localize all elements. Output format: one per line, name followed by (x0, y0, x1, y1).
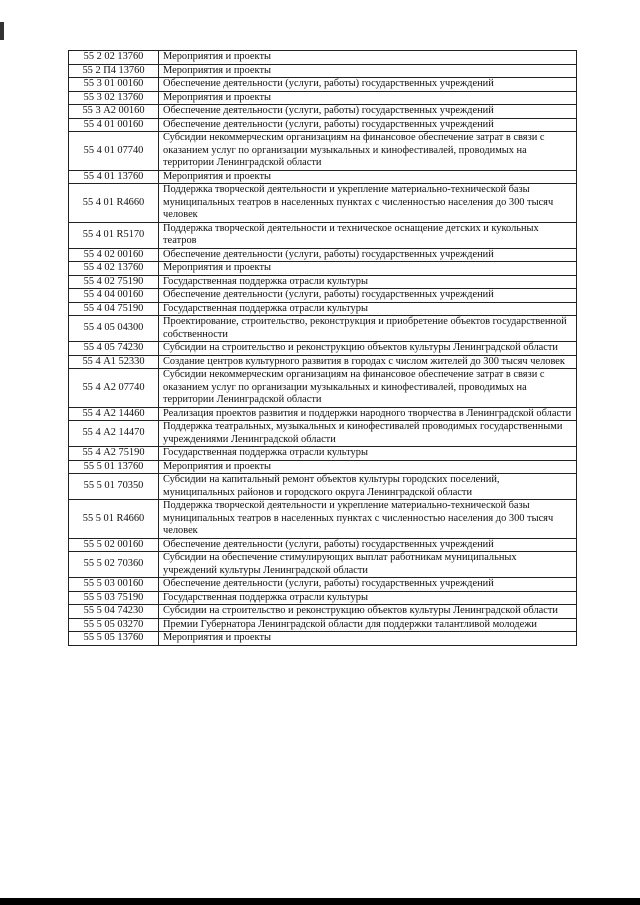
row-code: 55 4 А2 14460 (69, 407, 159, 421)
row-code: 55 4 02 00160 (69, 248, 159, 262)
table-row (69, 421, 577, 447)
table-row (69, 170, 577, 184)
table-body (69, 51, 577, 646)
row-name: Обеспечение деятельности (услуги, работы) государственных учреждений (159, 538, 577, 552)
row-code: 55 5 05 13760 (69, 632, 159, 646)
table-row (69, 316, 577, 342)
row-name: Субсидии на капитальный ремонт объектов культуры городских поселений, муниципальных районов и городского округа Ленинградской области (159, 474, 577, 500)
table-row (69, 474, 577, 500)
row-code: 55 5 01 13760 (69, 460, 159, 474)
row-name: Обеспечение деятельности (услуги, работы) государственных учреждений (159, 578, 577, 592)
row-code: 55 4 02 75190 (69, 275, 159, 289)
table-row (69, 605, 577, 619)
table-row (69, 407, 577, 421)
row-code: 55 4 04 75190 (69, 302, 159, 316)
table-row (69, 78, 577, 92)
row-name: Субсидии на строительство и реконструкцию объектов культуры Ленинградской области (159, 342, 577, 356)
row-code: 55 4 05 04300 (69, 316, 159, 342)
row-code: 55 5 04 74230 (69, 605, 159, 619)
table-row (69, 275, 577, 289)
row-code: 55 4 А2 14470 (69, 421, 159, 447)
row-code: 55 5 05 03270 (69, 618, 159, 632)
row-code: 55 5 02 00160 (69, 538, 159, 552)
table-row (69, 447, 577, 461)
table-row (69, 538, 577, 552)
row-code: 55 4 01 R5170 (69, 222, 159, 248)
table-row (69, 64, 577, 78)
table-row (69, 184, 577, 223)
row-code: 55 3 А2 00160 (69, 105, 159, 119)
row-code: 55 2 П4 13760 (69, 64, 159, 78)
row-code: 55 4 05 74230 (69, 342, 159, 356)
table-row (69, 460, 577, 474)
row-name: Мероприятия и проекты (159, 64, 577, 78)
table-row (69, 222, 577, 248)
row-name: Создание центров культурного развития в городах с числом жителей до 300 тысяч человек (159, 355, 577, 369)
table-row (69, 500, 577, 539)
row-code: 55 3 02 13760 (69, 91, 159, 105)
budget-classification-table (68, 50, 577, 646)
row-name: Субсидии на обеспечение стимулирующих выплат работникам муниципальных учреждений культуры Ленинградской области (159, 552, 577, 578)
row-code: 55 5 01 70350 (69, 474, 159, 500)
row-name: Государственная поддержка отрасли культуры (159, 447, 577, 461)
row-code: 55 5 03 75190 (69, 591, 159, 605)
scan-bottom-border (0, 898, 640, 905)
table-row (69, 369, 577, 408)
table-row (69, 118, 577, 132)
table-row (69, 632, 577, 646)
table-row (69, 342, 577, 356)
table-row (69, 552, 577, 578)
row-name: Государственная поддержка отрасли культуры (159, 591, 577, 605)
table-row (69, 248, 577, 262)
row-name: Мероприятия и проекты (159, 460, 577, 474)
row-name: Субсидии некоммерческим организациям на финансовое обеспечение затрат в связи с оказанием услуг по организации музыкальных и кинофестивалей, проводимых на территории Ленинградской области (159, 369, 577, 408)
row-name: Мероприятия и проекты (159, 91, 577, 105)
table-row (69, 355, 577, 369)
row-code: 55 4 А2 75190 (69, 447, 159, 461)
table-row (69, 105, 577, 119)
row-code: 55 5 02 70360 (69, 552, 159, 578)
scan-edge-mark (0, 22, 4, 40)
table-row (69, 302, 577, 316)
table-row (69, 132, 577, 171)
row-name: Поддержка творческой деятельности и укрепление материально-технической базы муниципальных театров в населенных пунктах с численностью населения до 300 тысяч человек (159, 500, 577, 539)
row-name: Проектирование, строительство, реконструкция и приобретение объектов государственной собственности (159, 316, 577, 342)
table-row (69, 289, 577, 303)
row-name: Обеспечение деятельности (услуги, работы) государственных учреждений (159, 248, 577, 262)
row-name: Мероприятия и проекты (159, 170, 577, 184)
row-name: Мероприятия и проекты (159, 632, 577, 646)
row-name: Поддержка творческой деятельности и техническое оснащение детских и кукольных театров (159, 222, 577, 248)
row-code: 55 4 02 13760 (69, 262, 159, 276)
row-name: Мероприятия и проекты (159, 262, 577, 276)
table-row (69, 618, 577, 632)
row-name: Обеспечение деятельности (услуги, работы) государственных учреждений (159, 289, 577, 303)
table-row (69, 262, 577, 276)
row-code: 55 5 03 00160 (69, 578, 159, 592)
row-name: Реализация проектов развития и поддержки народного творчества в Ленинградской области (159, 407, 577, 421)
table-row (69, 591, 577, 605)
row-code: 55 3 01 00160 (69, 78, 159, 92)
row-name: Поддержка театральных, музыкальных и кинофестивалей проводимых государственными учреждениями Ленинградской области (159, 421, 577, 447)
row-code: 55 4 04 00160 (69, 289, 159, 303)
row-code: 55 4 01 00160 (69, 118, 159, 132)
row-name: Обеспечение деятельности (услуги, работы) государственных учреждений (159, 78, 577, 92)
row-name: Поддержка творческой деятельности и укрепление материально-технической базы муниципальных театров в населенных пунктах с численностью населения до 300 тысяч человек (159, 184, 577, 223)
row-code: 55 5 01 R4660 (69, 500, 159, 539)
row-code: 55 4 01 07740 (69, 132, 159, 171)
row-name: Государственная поддержка отрасли культуры (159, 302, 577, 316)
row-code: 55 4 01 R4660 (69, 184, 159, 223)
row-name: Мероприятия и проекты (159, 51, 577, 65)
row-name: Премии Губернатора Ленинградской области для поддержки талантливой молодежи (159, 618, 577, 632)
row-name: Обеспечение деятельности (услуги, работы) государственных учреждений (159, 118, 577, 132)
row-code: 55 4 А2 07740 (69, 369, 159, 408)
row-code: 55 4 01 13760 (69, 170, 159, 184)
row-name: Субсидии некоммерческим организациям на финансовое обеспечение затрат в связи с оказанием услуг по организации музыкальных и кинофестивалей, проводимых на территории Ленинградской области (159, 132, 577, 171)
row-name: Обеспечение деятельности (услуги, работы) государственных учреждений (159, 105, 577, 119)
row-name: Государственная поддержка отрасли культуры (159, 275, 577, 289)
row-code: 55 2 02 13760 (69, 51, 159, 65)
table-row (69, 51, 577, 65)
row-name: Субсидии на строительство и реконструкцию объектов культуры Ленинградской области (159, 605, 577, 619)
table-row (69, 91, 577, 105)
row-code: 55 4 А1 52330 (69, 355, 159, 369)
table-row (69, 578, 577, 592)
